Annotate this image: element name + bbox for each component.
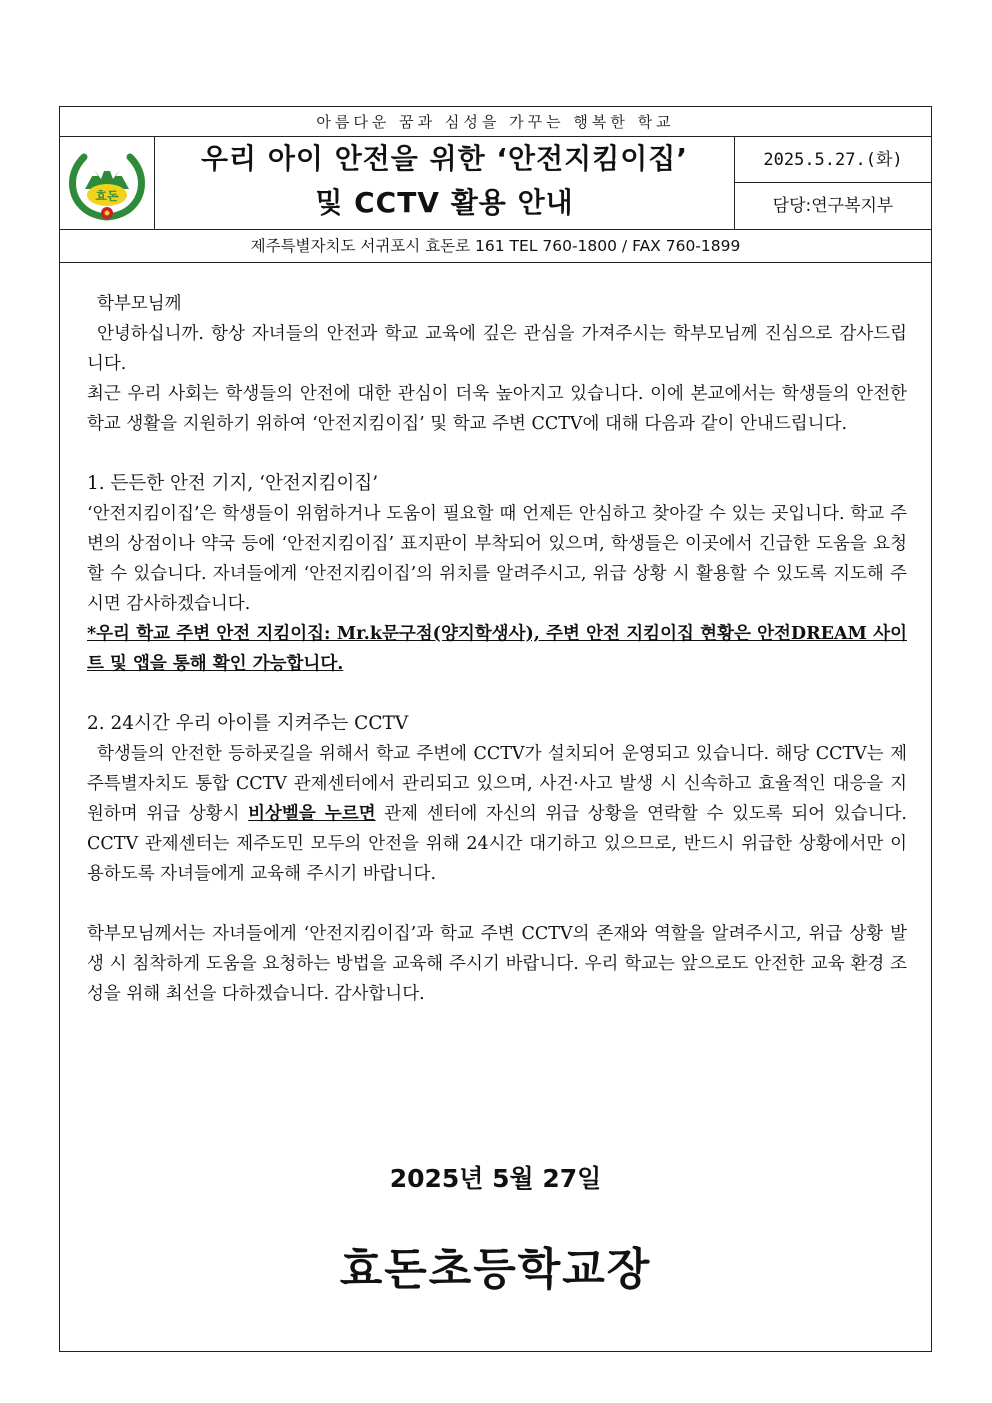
letter-date: 2025년 5월 27일 — [389, 1164, 602, 1193]
meta-cell — [735, 137, 931, 229]
spacer — [87, 679, 907, 709]
logo-text: 효돈 — [95, 189, 119, 203]
salutation: 학부모님께 — [97, 294, 182, 314]
school-logo — [60, 137, 155, 229]
section2-text — [87, 739, 907, 889]
section2-text-b: 관제 센터에 자신의 위급 상황을 연락할 수 있도록 되어 있습니다. CCTV 관제센터는 제주도민 모두의 안전을 위해 24시간 대기하고 있으므로, 반드시 위급한 상황에서만 이용하도록 자녀들에게 교육해 주시기 바랍니다. — [87, 804, 907, 884]
spacer — [87, 889, 907, 919]
intro-paragraph-1: 안녕하십니까. 항상 자녀들의 안전과 학교 교육에 깊은 관심을 가져주시는 학부모님께 진심으로 감사드립니다. — [87, 324, 907, 374]
department-label: 담당:연구복지부 — [772, 196, 894, 216]
spacer — [87, 439, 907, 469]
intro-paragraph-2: 최근 우리 사회는 학생들의 안전에 대한 관심이 더욱 높아지고 있습니다. 이에 본교에서는 학생들의 안전한 학교 생활을 지원하기 위하여 ‘안전지킴이집’ 및 학교 주변 CCTV에 대해 다음과 같이 안내드립니다. — [87, 384, 907, 434]
section1-title: 1. 든든한 안전 기지, ‘안전지킴이집’ — [87, 473, 379, 494]
logo-cell — [60, 137, 155, 229]
header-row — [60, 137, 931, 230]
section2-title: 2. 24시간 우리 아이를 지켜주는 CCTV — [87, 713, 409, 734]
section1-note: *우리 학교 주변 안전 지킴이집: Mr.k문구점(양지학생사), 주변 안전 지킴이집 현황은 안전DREAM 사이트 및 앱을 통해 확인 가능합니다. — [87, 624, 907, 674]
section2-text-a: 학생들의 안전한 등하굣길을 위해서 학교 주변에 CCTV가 설치되어 운영되고 있습니다. 해당 CCTV는 제주특별자치도 통합 CCTV 관제센터에서 관리되고 있으며, 사건·사고 발생 시 신속하고 효율적인 대응을 지원하며 위급 상황시 — [87, 744, 907, 824]
principal-signature: 효돈초등학교장 — [339, 1244, 652, 1295]
section1-text: ‘안전지킴이집’은 학생들이 위험하거나 도움이 필요할 때 언제든 안심하고 찾아갈 수 있는 곳입니다. 학교 주변의 상점이나 약국 등에 ‘안전지킴이집’ 표지판이 부착되어 있으며, 학생들은 이곳에서 긴급한 도움을 요청할 수 있습니다. 자녀들에게 ‘안전지킴이집’의 위치를 알려주시고, 위급 상황 시 활용할 수 있도록 지도해 주시면 감사하겠습니다. — [87, 504, 907, 614]
document-title-line1: 우리 아이 안전을 위한 ‘안전지킴이집’ — [201, 142, 688, 175]
letter-body — [87, 289, 907, 1009]
document-title-line2: 및 CCTV 활용 안내 — [315, 186, 574, 219]
closing-paragraph: 학부모님께서는 자녀들에게 ‘안전지킴이집’과 학교 주변 CCTV의 존재와 역할을 알려주시고, 위급 상황 발생 시 침착하게 도움을 요청하는 방법을 교육해 주시기 바랍니다. 우리 학교는 앞으로도 안전한 교육 환경 조성을 위해 최선을 다하겠습니다. 감사합니다. — [87, 924, 907, 1004]
document-frame — [59, 106, 932, 1352]
document-date: 2025.5.27.(화) — [735, 137, 931, 183]
emergency-bell-emphasis: 비상벨을 누르면 — [248, 804, 376, 824]
title-cell — [155, 137, 735, 229]
school-address: 제주특별자치도 서귀포시 효돈로 161 TEL 760-1800 / FAX 760-1899 — [60, 230, 931, 263]
school-motto: 아름다운 꿈과 심성을 가꾸는 행복한 학교 — [60, 107, 931, 137]
